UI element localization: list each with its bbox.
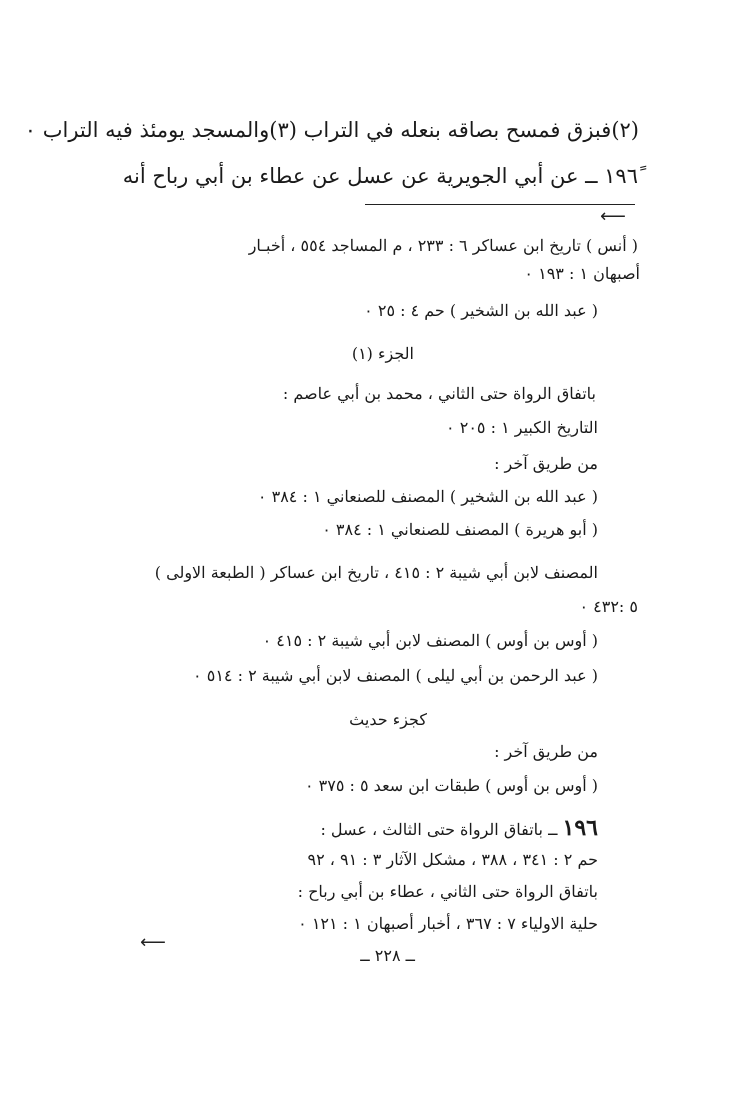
reference-line: باتفاق الرواة حتى الثاني ، محمد بن أبي عاصم : [282,384,596,403]
reference-line [320,815,598,841]
hadith-number: ١٩٦ [562,815,598,841]
arrow-left-icon: ⟵ [140,932,166,953]
reference-line: ( عبد الله بن الشخير ) المصنف للصنعاني ١ : ٣٨٤ ٠ [257,487,598,506]
reference-line: ( عبد الله بن الشخير ) حم ٤ : ٢٥ ٠ [364,301,598,320]
reference-line: ( أوس بن أوس ) طبقات ابن سعد ٥ : ٣٧٥ ٠ [304,776,598,795]
reference-line: ( أوس بن أوس ) المصنف لابن أبي شيبة ٢ : ٤١٥ ٠ [262,631,598,650]
footnote-line-1: (٢)فبزق فمسح بصاقه بنعله في التراب (٣)والمسجد يومئذ فيه التراب ٠ [24,118,639,142]
reference-line: المصنف لابن أبي شيبة ٢ : ٤١٥ ، تاريخ ابن عساكر ( الطبعة الاولى ) [154,563,598,582]
separator-rule [365,204,635,205]
reference-line: التاريخ الكبير ١ : ٢٠٥ ٠ [446,418,598,437]
reference-line: باتفاق الرواة حتى الثاني ، عطاء بن أبي رباح : [297,882,598,901]
page-number: ــ ٢٢٨ ــ [360,946,415,965]
section-heading: الجزء (١) [351,344,414,363]
reference-line: حلية الاولياء ٧ : ٣٦٧ ، أخبار أصبهان ١ : ١٢١ ٠ [298,914,598,933]
reference-line: ٥ :٤٣٢ ٠ [579,597,638,616]
reference-line: من طريق آخر : [494,454,598,473]
arrow-left-icon: ⟵ [600,206,626,227]
reference-line: من طريق آخر : [494,742,598,761]
reference-line: ( عبد الرحمن بن أبي ليلى ) المصنف لابن أبي شيبة ٢ : ٥١٤ ٠ [193,666,598,685]
reference-line: ( أنس ) تاريخ ابن عساكر ٦ : ٢٣٣ ، م المساجد ٥٥٤ ، أخبـار [248,236,638,255]
reference-line: أصبهان ١ : ١٩٣ ٠ [524,264,640,283]
hadith-chain-text: ــ باتفاق الرواة حتى الثالث ، عسل : [320,820,563,839]
reference-line: ( أبو هريرة ) المصنف للصنعاني ١ : ٣٨٤ ٠ [322,520,598,539]
section-heading: كجزء حديث [349,710,427,729]
reference-line: حم ٢ : ٣٤١ ، ٣٨٨ ، مشكل الآثار ٣ : ٩١ ، ٩٢ [307,850,598,869]
footnote-line-2: ١٩٦ً ــ عن أبي الجويرية عن عسل عن عطاء بن أبي رباح أنه [122,164,638,188]
